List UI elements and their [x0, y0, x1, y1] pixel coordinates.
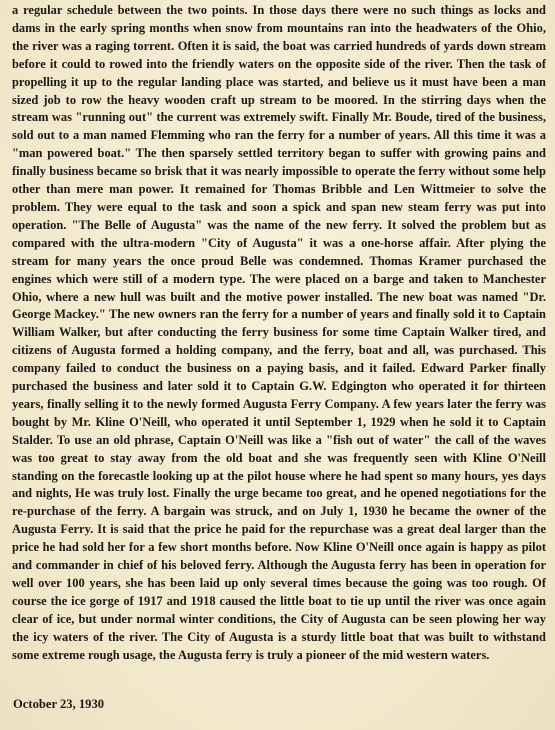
body-paragraph: a regular schedule between the two points. In those days there were no such things as locks and dams in the early spring months when snow from mountains ran into the headwaters of the Ohio, the river was a raging torrent. Often it is said, the boat was carried hundreds of yards down stream before it could to rowed into the friendly waters on the opposite side of the river. Then the task of propelling it up to the regular landing place was started, and believe us it must have been a man sized job to row the heavy wooden craft up stream to be moored. In the stirring days when the stream was "running out" the current was extremely swift. Finally Mr. Boude, tired of the business, sold out to a man named Flemming who ran the ferry for a number of years. All this time it was a "man powered boat." The then sparsely settled territory began to suffer with growing pains and finally business became so brisk that it was nearly impossible to operate the ferry without some help other than mere man power. It remained for Thomas Bribble and Len Wittmeier to solve the problem. They were equal to the task and soon a spick and span new steam ferry was put into operation. "The Belle of Augusta" was the name of the new ferry. It solved the problem but as compared with the ultra-modern "City of Augusta" it was a one-horse affair. After plying the stream for many years the once proud Belle was condemned. Thomas Kramer purchased the engines which were still of a modern type. The were placed on a barge and taken to Manchester Ohio, where a new hull was built and the motive power installed. The new boat was named "Dr. George Mackey." The new owners ran the ferry for a number of years and finally sold it to Captain William Walker, but after conducting the ferry business for some time Captain Walker tired, and citizens of Augusta formed a holding company, and the ferry, boat and all, was purchased. This company failed to conduct the business on a paying basis, and it failed. Edward Parker finally purchased the business and later sold it to Captain G.W. Edgington who operated it for thirteen years, finally selling it to the newly formed Augusta Ferry Company. A few years later the ferry was bought by Mr. Kline O'Neill, who operated it until September 1, 1929 when he sold it to Captain Stalder. To use an old phrase, Captain O'Neill was like a "fish out of water" the call of the waves was too great to stay away from the old boat and she was frequently seen with Kline O'Neill standing on the forecastle looking up at the pilot house where he had spent so many hours, yes days and nights, He was truly lost. Finally the urge became too great, and he opened negotiations for the re-purchase of the ferry. A bargain was struck, and on July 1, 1930 he became the owner of the Augusta Ferry. It is said that the price he paid for the repurchase was a great deal larger than the price he had sold her for a few short months before. Now Kline O'Neill once again is happy as pilot and commander in chief of his beloved ferry. Although the Augusta ferry has been in operation for well over 100 years, she has been laid up only several times because the going was too rough. Of course the ice gorge of 1917 and 1918 caused the little boat to tie up until the river was once again clear of ice, but under normal winter conditions, the City of Augusta can be seen plowing her way the icy waters of the river. The City of Augusta is a sturdy little boat that was built to withstand some extreme rough usage, the Augusta ferry is truly a pioneer of the mid western waters. — [12, 3, 546, 662]
date-line: October 23, 1930 — [13, 697, 105, 711]
